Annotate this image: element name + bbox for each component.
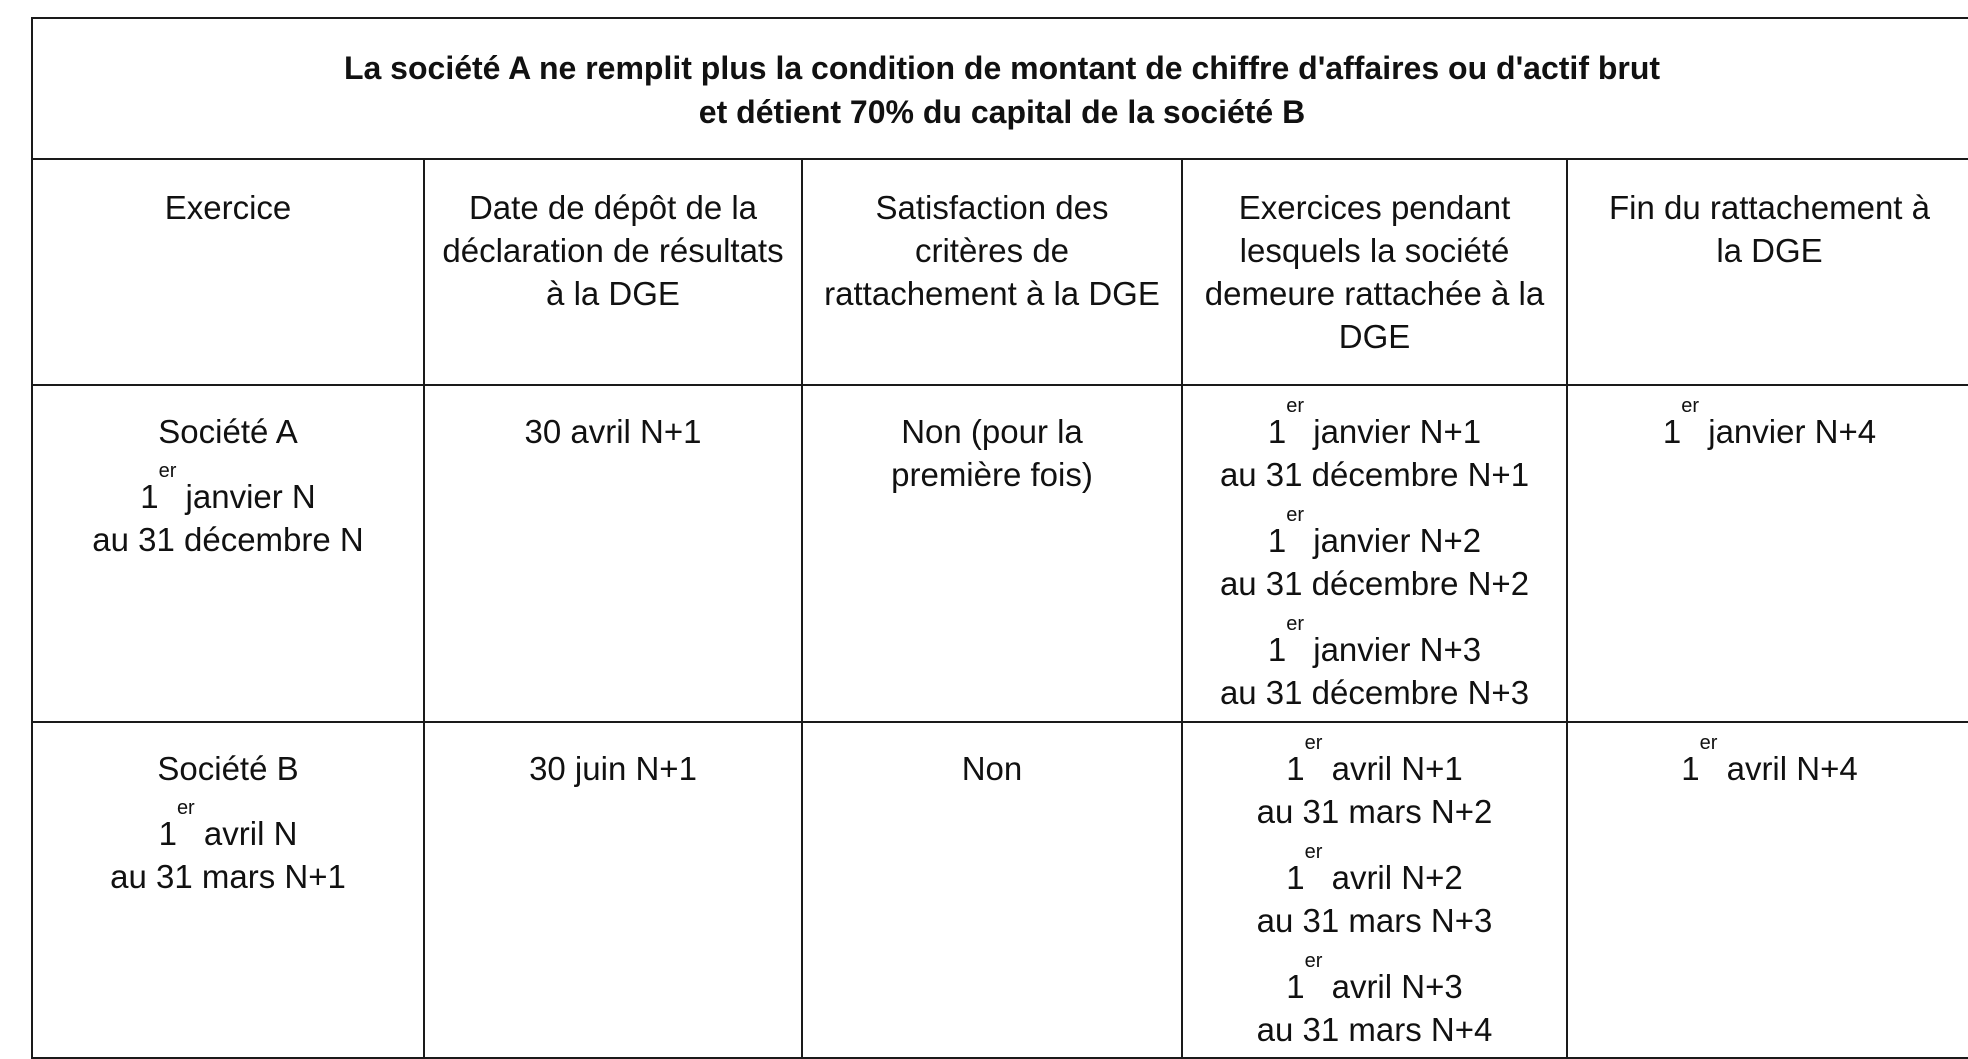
exercice-period: [1183, 950, 1566, 1051]
ex-rest: avril N+3: [1322, 968, 1463, 1005]
fin-num: 1: [1681, 750, 1700, 787]
ex-rest: avril N+2: [1322, 859, 1463, 896]
cell-fin: [1567, 385, 1968, 722]
ex-line2: au 31 mars N+3: [1256, 902, 1493, 939]
date-depot-value: 30 juin N+1: [529, 750, 697, 787]
period-num: 1: [140, 478, 159, 515]
ex-num: 1: [1286, 859, 1305, 896]
header-satisfaction: [802, 159, 1182, 385]
ex-num: 1: [1286, 968, 1305, 1005]
fin-rest: avril N+4: [1717, 750, 1858, 787]
ex-line2: au 31 mars N+4: [1256, 1011, 1493, 1048]
cell-date-depot: [424, 385, 802, 722]
header-exercice-label: Exercice: [164, 189, 292, 226]
table-title: [32, 18, 1968, 159]
period-line2: au 31 mars N+1: [110, 858, 346, 895]
title-line-2: et détient 70% du capital de la société B: [698, 93, 1306, 130]
ex-sup: er: [1304, 950, 1323, 972]
fin-sup: er: [1699, 732, 1718, 754]
cell-exercices: [1182, 722, 1567, 1058]
header-date-depot: [424, 159, 802, 385]
satisfaction-value: Non: [961, 750, 1023, 787]
cell-date-depot: [424, 722, 802, 1058]
date-depot-value: 30 avril N+1: [524, 413, 702, 450]
ex-sup: er: [1304, 732, 1323, 754]
ex-rest: avril N+1: [1322, 750, 1463, 787]
cell-satisfaction: [802, 385, 1182, 722]
dge-table: [31, 17, 1968, 1059]
period-line2: au 31 décembre N: [92, 521, 364, 558]
exercice-period: [1183, 504, 1566, 605]
ex-line2: au 31 mars N+2: [1256, 793, 1493, 830]
period-sup: er: [158, 460, 177, 482]
header-exercices-rattachee-label: Exercices pendant lesquels la société demeure rattachée à la DGE: [1204, 189, 1545, 355]
company-name: Société A: [158, 413, 298, 450]
title-line-1: La société A ne remplit plus la condition de montant de chiffre d'affaires ou d'actif brut: [343, 49, 1661, 86]
exercice-period: [1183, 732, 1566, 833]
period-rest: janvier N: [176, 478, 316, 515]
ex-line2: au 31 décembre N+2: [1219, 565, 1530, 602]
company-name: Société B: [157, 750, 299, 787]
cell-exercice: [32, 385, 424, 722]
period: [33, 797, 423, 898]
ex-line2: au 31 décembre N+1: [1219, 456, 1530, 493]
ex-rest: janvier N+1: [1304, 413, 1482, 450]
ex-sup: er: [1304, 841, 1323, 863]
fin-rest: janvier N+4: [1699, 413, 1877, 450]
header-exercices-rattachee: [1182, 159, 1567, 385]
header-exercice: [32, 159, 424, 385]
fin-num: 1: [1662, 413, 1682, 450]
header-satisfaction-label: Satisfaction des critères de rattachement à la DGE: [824, 189, 1160, 312]
exercice-period: [1183, 395, 1566, 496]
ex-rest: janvier N+2: [1304, 522, 1482, 559]
table-row: [32, 722, 1968, 1058]
title-row: [32, 18, 1968, 159]
period: [33, 460, 423, 561]
period-sup: er: [176, 797, 195, 819]
table-row: [32, 385, 1968, 722]
ex-num: 1: [1286, 750, 1305, 787]
ex-sup: er: [1286, 395, 1305, 417]
fin-value: [1568, 386, 1968, 453]
ex-rest: janvier N+3: [1304, 631, 1482, 668]
period-num: 1: [158, 815, 177, 852]
ex-num: 1: [1267, 522, 1287, 559]
period-rest: avril N: [194, 815, 298, 852]
cell-fin: [1567, 722, 1968, 1058]
cell-exercice: [32, 722, 424, 1058]
header-fin-rattachement: [1567, 159, 1968, 385]
fin-value: [1568, 723, 1968, 790]
header-fin-rattachement-label: Fin du rattachement à la DGE: [1608, 189, 1930, 269]
ex-num: 1: [1267, 413, 1287, 450]
header-row: [32, 159, 1968, 385]
cell-exercices: [1182, 385, 1567, 722]
fin-sup: er: [1681, 395, 1700, 417]
ex-sup: er: [1286, 613, 1305, 635]
ex-line2: au 31 décembre N+3: [1219, 674, 1530, 711]
cell-satisfaction: [802, 722, 1182, 1058]
exercice-period: [1183, 613, 1566, 714]
satisfaction-value: Non (pour la première fois): [891, 413, 1093, 493]
exercice-period: [1183, 841, 1566, 942]
ex-sup: er: [1286, 504, 1305, 526]
header-date-depot-label: Date de dépôt de la déclaration de résultats à la DGE: [442, 189, 784, 312]
ex-num: 1: [1267, 631, 1287, 668]
